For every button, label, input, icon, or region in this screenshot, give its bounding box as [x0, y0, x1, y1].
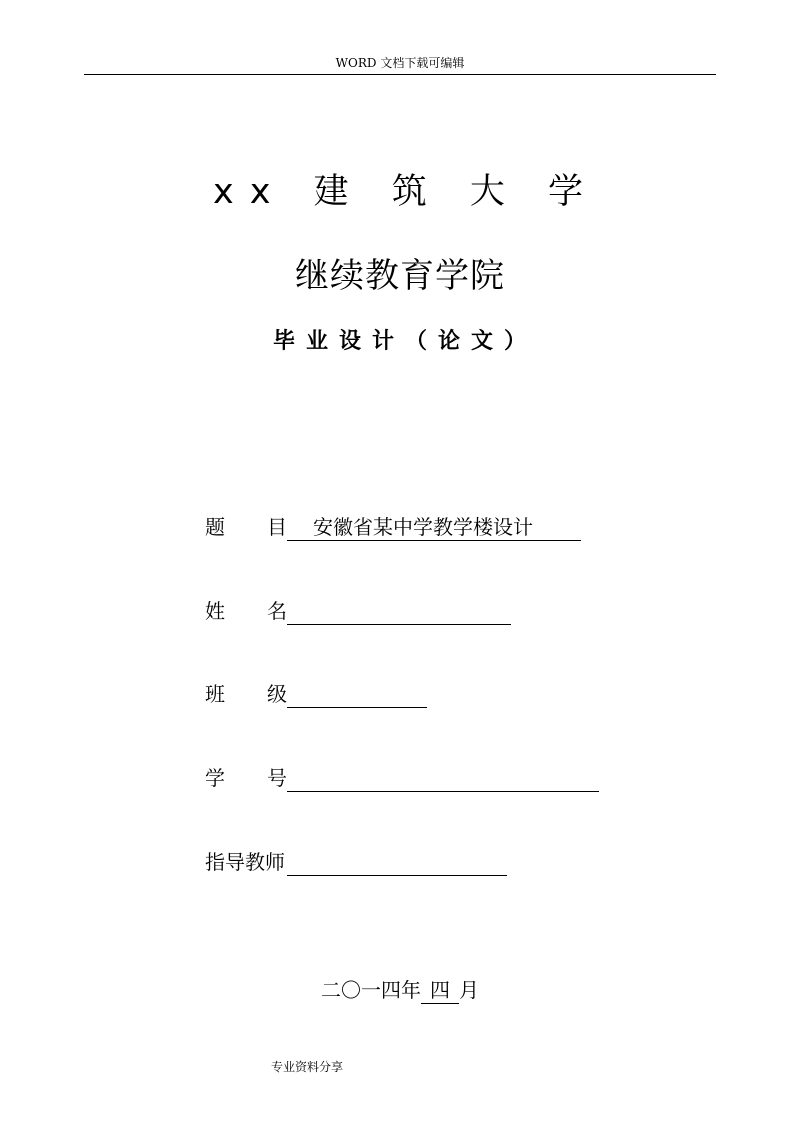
student-id-line — [287, 764, 599, 792]
student-id-label: 学 号 — [205, 766, 287, 790]
title-value: 安徽省某中学教学楼设计 — [313, 515, 533, 539]
name-line — [287, 597, 511, 625]
date-year: 二〇一四年 — [321, 978, 421, 1002]
title-field — [205, 513, 581, 541]
advisor-line — [287, 848, 507, 876]
student-id-field — [205, 764, 599, 792]
advisor-field — [205, 848, 507, 876]
university-name: xx 建 筑 大 学 — [213, 172, 599, 212]
title-line — [287, 513, 581, 541]
class-field — [205, 680, 427, 708]
class-label: 班 级 — [205, 682, 287, 706]
college-name: 继续教育学院 — [295, 256, 505, 296]
name-label: 姓 名 — [205, 599, 287, 623]
date-line — [0, 974, 800, 1004]
document-type: 毕业设计（论文） — [272, 329, 537, 354]
class-line — [287, 680, 427, 708]
header-text: WORD 文档下载可编辑 — [335, 56, 465, 70]
advisor-label: 指导教师 — [205, 850, 285, 874]
date-month-suffix: 月 — [459, 978, 479, 1002]
date-month: 四 — [421, 977, 459, 1004]
name-field — [205, 597, 511, 625]
footer-text: 专业资料分享 — [271, 1060, 344, 1074]
header-divider — [84, 74, 716, 75]
title-label: 题 目 — [205, 515, 287, 539]
